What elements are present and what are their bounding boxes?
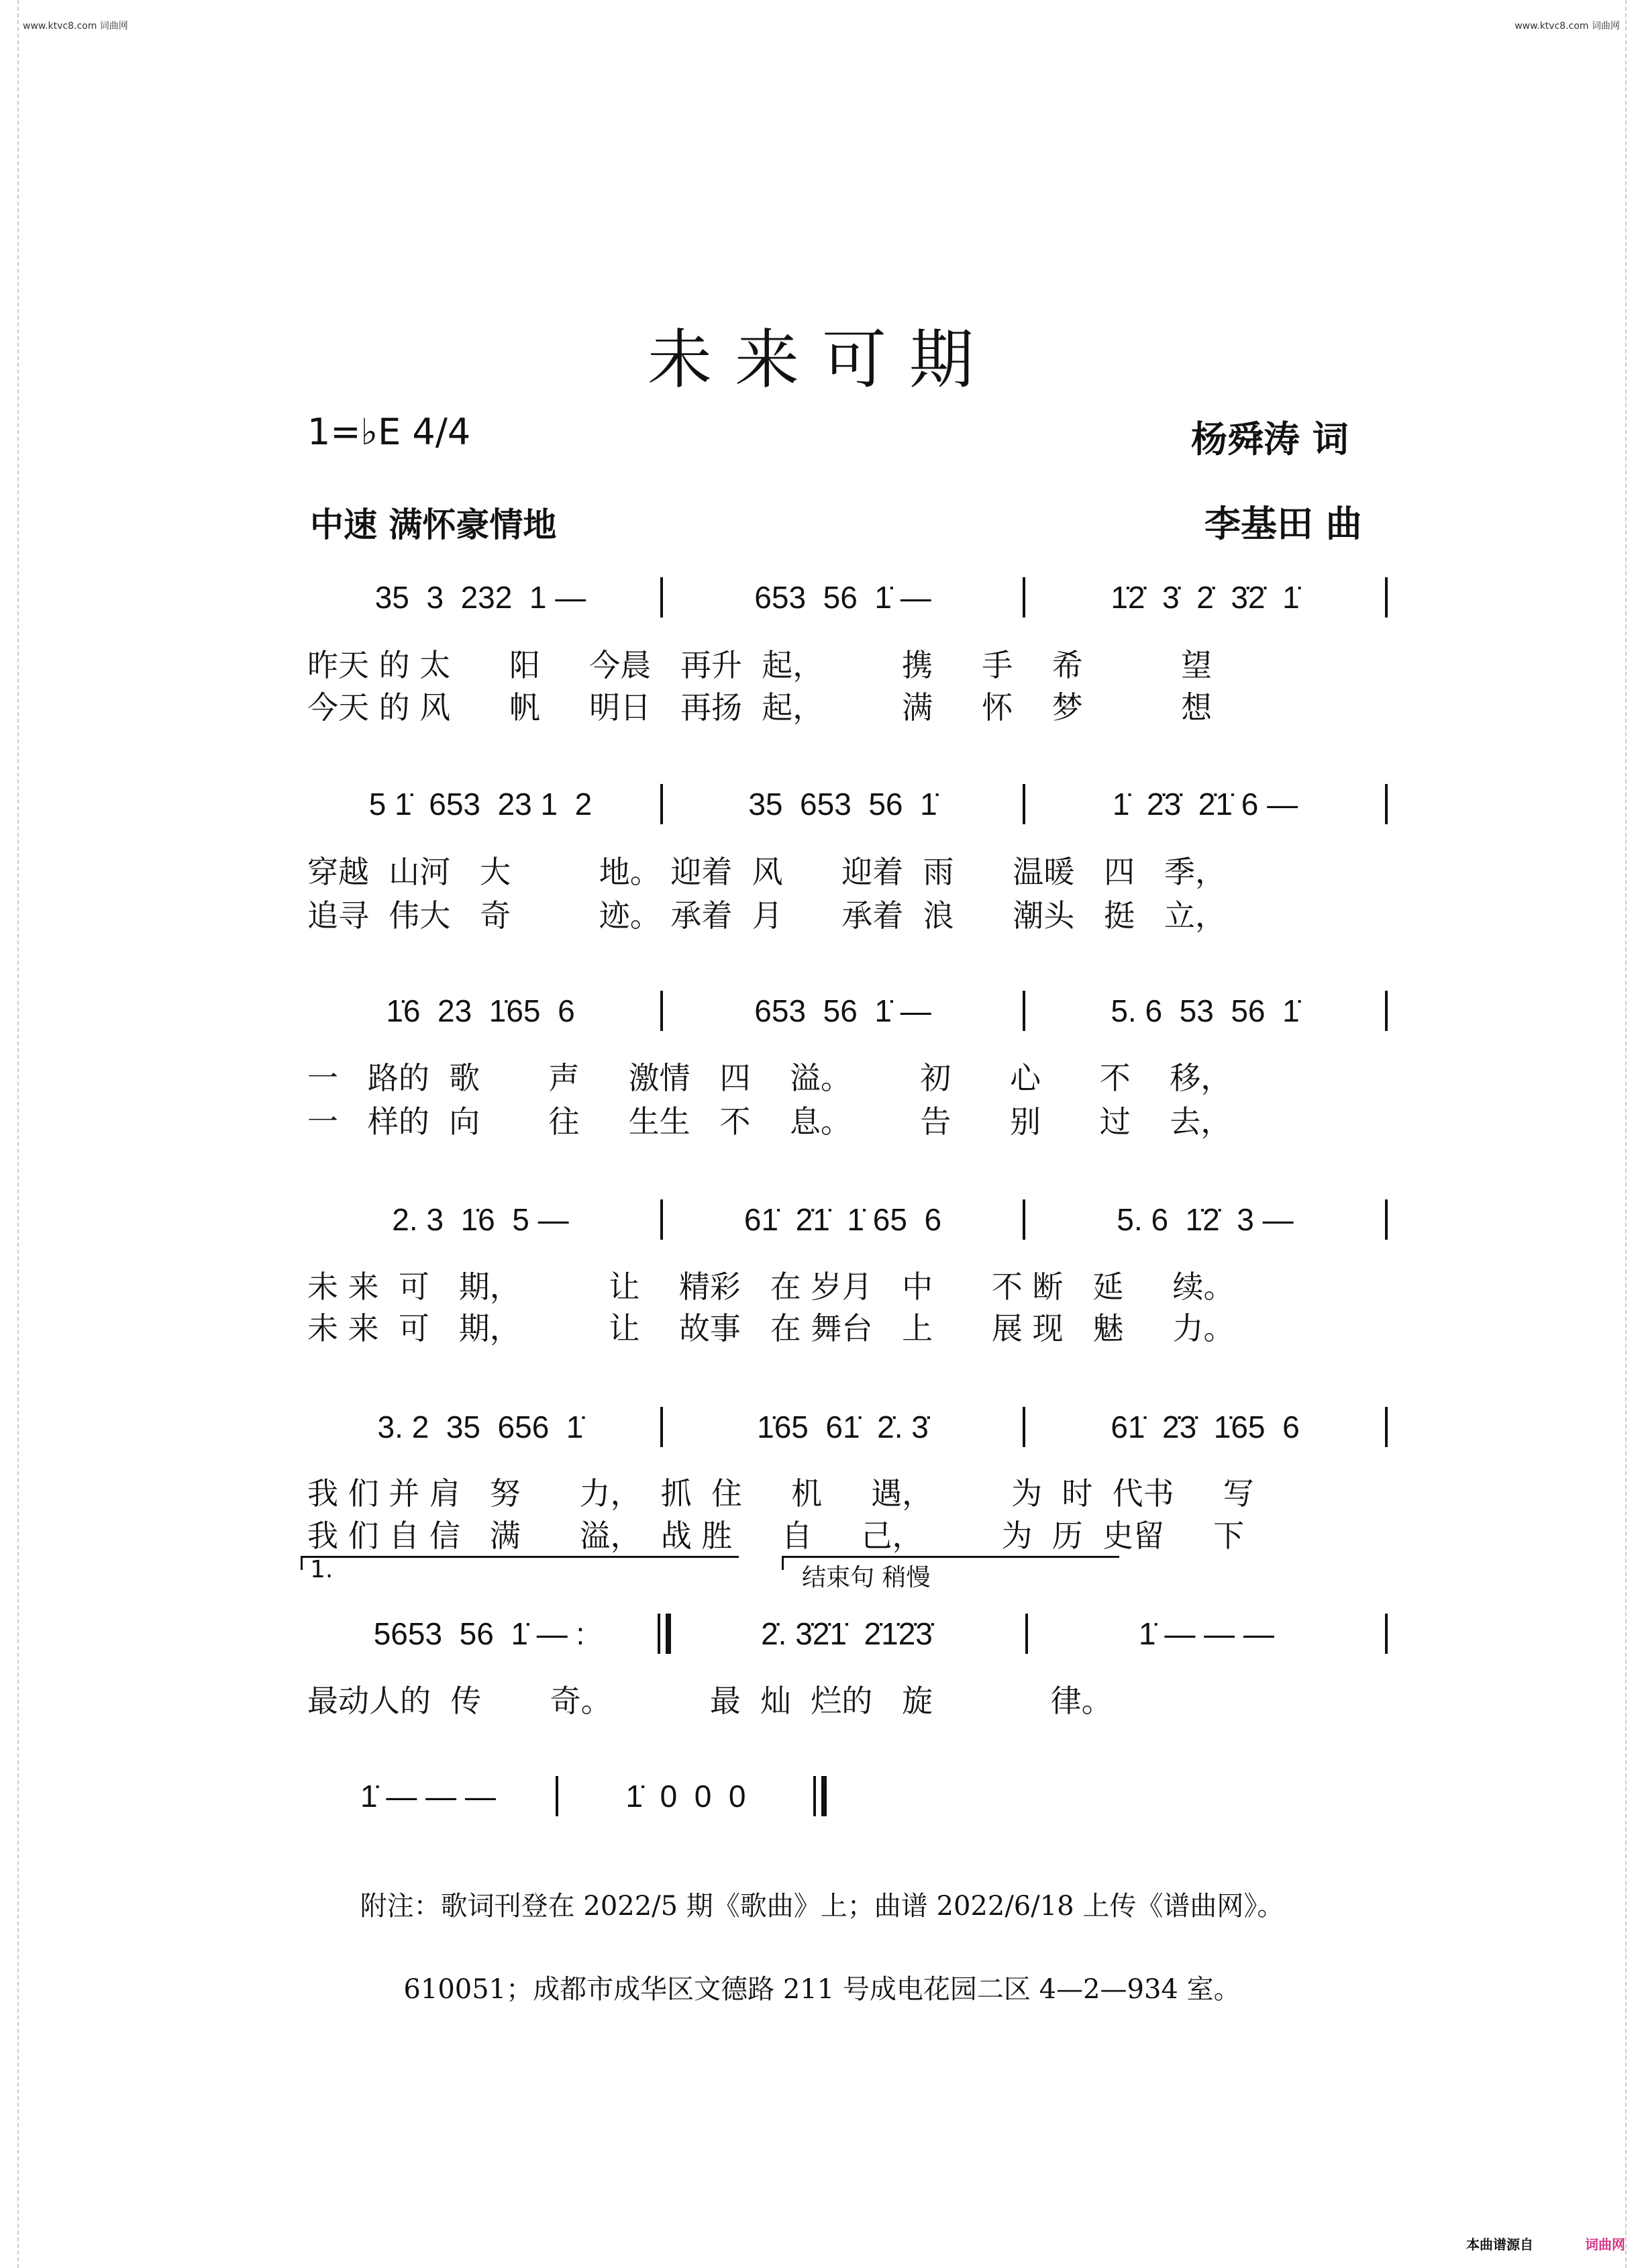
measure: 2̇. 3̇2̇1̇ 2̇1̇2̇3̇ bbox=[761, 1616, 933, 1651]
barline bbox=[660, 577, 663, 618]
measure: 5. 6 53 56 1̇ bbox=[1111, 993, 1300, 1028]
key-signature: 1=♭E 4/4 bbox=[307, 411, 471, 453]
tempo-marking: 中速 满怀豪情地 bbox=[310, 505, 557, 544]
brand-logo: 词曲网 bbox=[1585, 2236, 1625, 2253]
barline bbox=[556, 1776, 558, 1816]
song-title: 未来可期 bbox=[648, 322, 996, 397]
measure: 61̇ 2̇1̇ 1̇ 65 6 bbox=[743, 1202, 942, 1237]
measure: 653 56 1̇ — bbox=[754, 993, 931, 1028]
lyrics-verse-2: 今天 的 风 帆 明日 再扬 起， 满 怀 梦 想 bbox=[307, 689, 1212, 726]
barline bbox=[1385, 577, 1388, 618]
lyrics-verse-2: 追寻 伟大 奇 迹。 承着 月 承着 浪 潮头 挺 立， bbox=[307, 897, 1227, 934]
notation-line bbox=[307, 784, 1394, 824]
volta-1-label: 1. bbox=[310, 1556, 333, 1583]
watermark-top-left: www.ktvc8.com 词曲网 bbox=[23, 21, 128, 32]
lyrics-verse-1: 未 来 可 期， 让 精彩 在 岁月 中 不 断 延 续。 bbox=[307, 1269, 1235, 1305]
volta-1-bracket bbox=[301, 1556, 739, 1570]
measure: 35 653 56 1̇ bbox=[748, 787, 937, 822]
barline bbox=[1385, 784, 1388, 824]
barline bbox=[1385, 1614, 1388, 1654]
lyrics-verse-1: 最动人的 传 奇。 最 灿 烂的 旋 律。 bbox=[307, 1683, 1113, 1719]
notation-line bbox=[307, 991, 1394, 1031]
lyrics-verse-1: 穿越 山河 大 地。 迎着 风 迎着 雨 温暖 四 季， bbox=[307, 854, 1227, 890]
notation-line bbox=[307, 1614, 1394, 1654]
lyrics-verse-1: 我 们 并 肩 努 力， 抓 住 机 遇， 为 时 代书 写 bbox=[307, 1475, 1254, 1512]
lyrics-verse-1: 昨天 的 太 阳 今晨 再升 起， 携 手 希 望 bbox=[307, 647, 1212, 683]
composer: 李基田 曲 bbox=[1204, 503, 1362, 545]
measure: 1̇ — — — bbox=[360, 1779, 496, 1814]
measure: 5. 6 1̇2̇ 3 — bbox=[1117, 1202, 1294, 1237]
footnote-address: 610051；成都市成华区文德路 211 号成电花园二区 4—2—934 室。 bbox=[403, 1974, 1241, 2005]
measure: 1̇65 61̇ 2̇. 3̇ bbox=[757, 1410, 929, 1444]
measure: 1̇6 23 1̇65 6 bbox=[386, 993, 575, 1028]
barline bbox=[1023, 577, 1025, 618]
barline bbox=[658, 1614, 668, 1654]
measure: 35 3 232 1 — bbox=[374, 580, 586, 615]
notation-line bbox=[307, 1776, 831, 1816]
measure: 5653 56 1̇ — : bbox=[373, 1616, 585, 1651]
barline bbox=[660, 1199, 663, 1240]
barline bbox=[1385, 1199, 1388, 1240]
barline bbox=[1023, 1407, 1025, 1447]
barline bbox=[1025, 1614, 1028, 1654]
barline bbox=[660, 784, 663, 824]
barline bbox=[1023, 991, 1025, 1031]
barline bbox=[1385, 991, 1388, 1031]
measure: 61̇ 2̇3̇ 1̇65 6 bbox=[1111, 1410, 1300, 1444]
measure: 1̇ 0 0 0 bbox=[625, 1779, 746, 1814]
barline bbox=[1023, 1199, 1025, 1240]
barline bbox=[1023, 784, 1025, 824]
measure: 1̇2̇ 3̇ 2̇ 3̇2̇ 1̇ bbox=[1111, 580, 1300, 615]
notation-line bbox=[307, 1407, 1394, 1447]
lyrics-verse-2: 我 们 自 信 满 溢， 战 胜 自 己， 为 历 史留 下 bbox=[307, 1518, 1245, 1554]
measure: 2. 3 1̇6 5 — bbox=[392, 1202, 569, 1237]
notation-line bbox=[307, 577, 1394, 618]
footnote-publication: 附注：歌词刊登在 2022/5 期《歌曲》上；曲谱 2022/6/18 上传《谱曲网》。 bbox=[360, 1891, 1284, 1922]
measure: 653 56 1̇ — bbox=[754, 580, 931, 615]
source-label: 本曲谱源自 bbox=[1466, 2236, 1533, 2253]
lyricist: 杨舜涛 词 bbox=[1191, 418, 1349, 460]
measure: 3. 2 35 656 1̇ bbox=[377, 1410, 584, 1444]
barline bbox=[660, 991, 663, 1031]
measure: 5 1̇ 653 23 1 2 bbox=[368, 787, 593, 822]
lyrics-verse-2: 未 来 可 期， 让 故事 在 舞台 上 展 现 魅 力。 bbox=[307, 1310, 1235, 1346]
barline bbox=[1385, 1407, 1388, 1447]
measure: 1̇ — — — bbox=[1139, 1616, 1274, 1651]
final-barline bbox=[813, 1776, 824, 1816]
notation-line bbox=[307, 1199, 1394, 1240]
ending-note: 结束句 稍慢 bbox=[802, 1564, 931, 1591]
measure: 1̇ 2̇3̇ 2̇1̇ 6 — bbox=[1112, 787, 1298, 822]
lyrics-verse-2: 一 样的 向 往 生生 不 息。 告 别 过 去， bbox=[307, 1103, 1232, 1140]
barline bbox=[660, 1407, 663, 1447]
watermark-top-right: www.ktvc8.com 词曲网 bbox=[1514, 21, 1620, 32]
lyrics-verse-1: 一 路的 歌 声 激情 四 溢。 初 心 不 移， bbox=[307, 1060, 1232, 1096]
